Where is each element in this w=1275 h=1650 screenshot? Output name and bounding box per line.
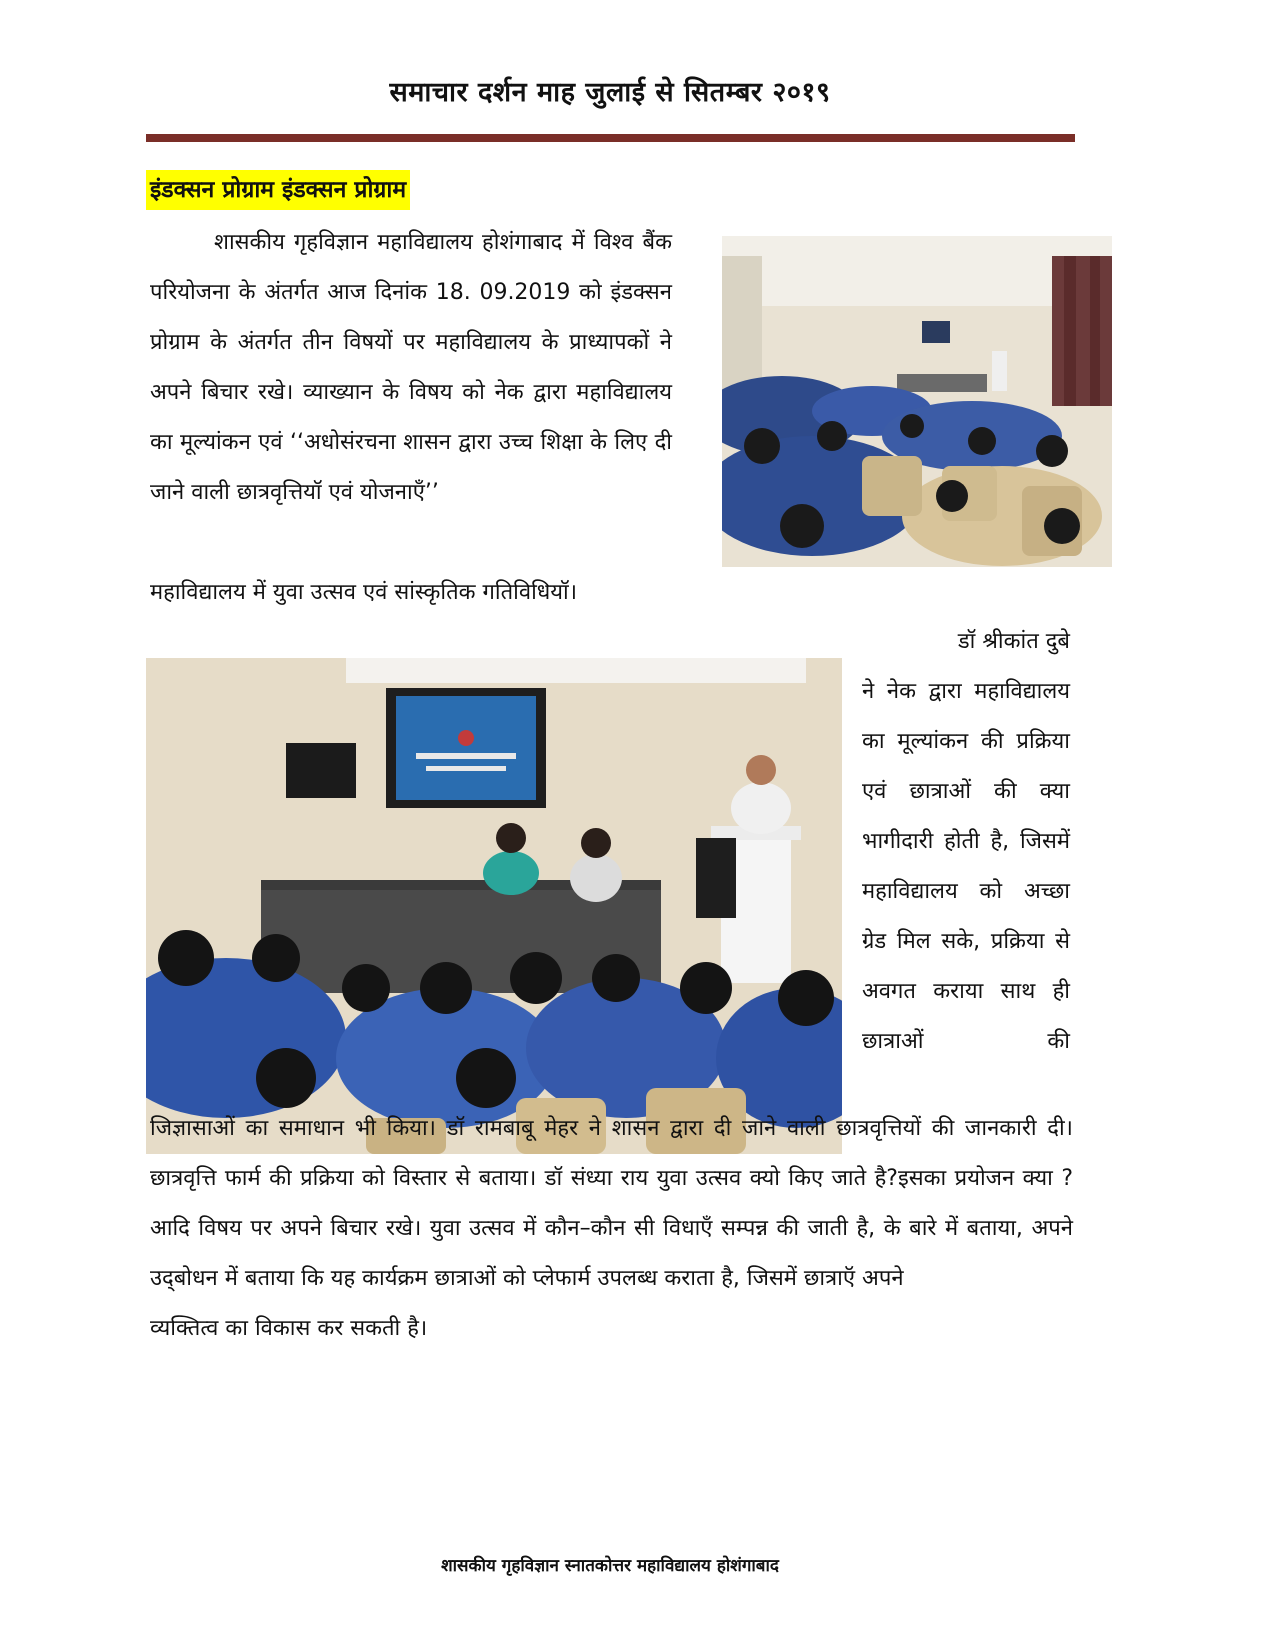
footer-institution-name: शासकीय गृहविज्ञान स्नातकोत्तर महाविद्यालय होशंगाबाद: [441, 1556, 779, 1576]
classroom-photo-illustration: [722, 236, 1112, 567]
speaker-photo-illustration: [146, 658, 842, 1154]
paragraph-3: [150, 1104, 1073, 1354]
page-title: समाचार दर्शन माह जुलाई से सितम्बर २०१९: [389, 77, 831, 108]
paragraph-2-first-line: डॉ श्रीकांत दुबे: [957, 629, 1070, 654]
paragraph-1-last-line: महाविद्यालय में युवा उत्सव एवं सांस्कृतिक गतिविधियॉ।: [150, 580, 578, 605]
induction-program-photo-2: [146, 658, 842, 1154]
paragraph-3-text: जिज्ञासाओं का समाधान भी किया। डॉ रामबाबू मेहर ने शासन द्वारा दी जाने वाली छात्रवृत्तियों की जानकारी दी।छात्रवृत्ति फार्म की प्रक्रिया को विस्तार से बताया। डॉ संध्या राय युवा उत्सव क्यो किए जाते है?इसका प्रयोजन क्या ? आदि विषय पर अपने बिचार रखे। युवा उत्सव में कौन–कौन सी विधाएँ सम्पन्न की जाती है, के बारे में बताया, अपने उद्‌बोधन में बताया कि यह कार्यक्रम छात्राओं को प्लेफार्म उपलब्ध कराता है, जिसमें छात्राऍ अपने: [150, 1116, 1073, 1291]
header-divider: [146, 134, 1075, 142]
section-heading: इंडक्सन प्रोग्राम इंडक्सन प्रोग्राम: [146, 170, 410, 210]
paragraph-1-text: शासकीय गृहविज्ञान महाविद्यालय होशंगाबाद में विश्व बैंक परियोजना के अंतर्गत आज दिनांक 18. 09.2019 को इंडक्सन प्रोग्राम के अंतर्गत तीन विषयों पर महाविद्यालय के प्राध्यापकों ने अपने बिचार रखे। व्याख्यान के विषय को नेक द्वारा महाविद्यालय का मूल्यांकन एवं ‘‘अधोसंरचना शासन द्वारा उच्च शिक्षा के लिए दी जाने वाली छात्रवृत्तियॉ एवं योजनाएँ’’: [150, 230, 672, 505]
paragraph-3-last-line: व्यक्तित्व का विकास कर सकती है।: [150, 1316, 428, 1341]
paragraph-1: [150, 218, 672, 518]
induction-program-photo-1: [722, 236, 1112, 567]
paragraph-2: ने नेक द्वारा महाविद्यालय का मूल्यांकन की प्रक्रिया एवं छात्राओं की क्या भागीदारी होती है, जिसमें महाविद्यालय को अच्छा ग्रेड मिल सके, प्रक्रिया से अवगत कराया साथ ही छात्राओं की: [862, 679, 1070, 1054]
